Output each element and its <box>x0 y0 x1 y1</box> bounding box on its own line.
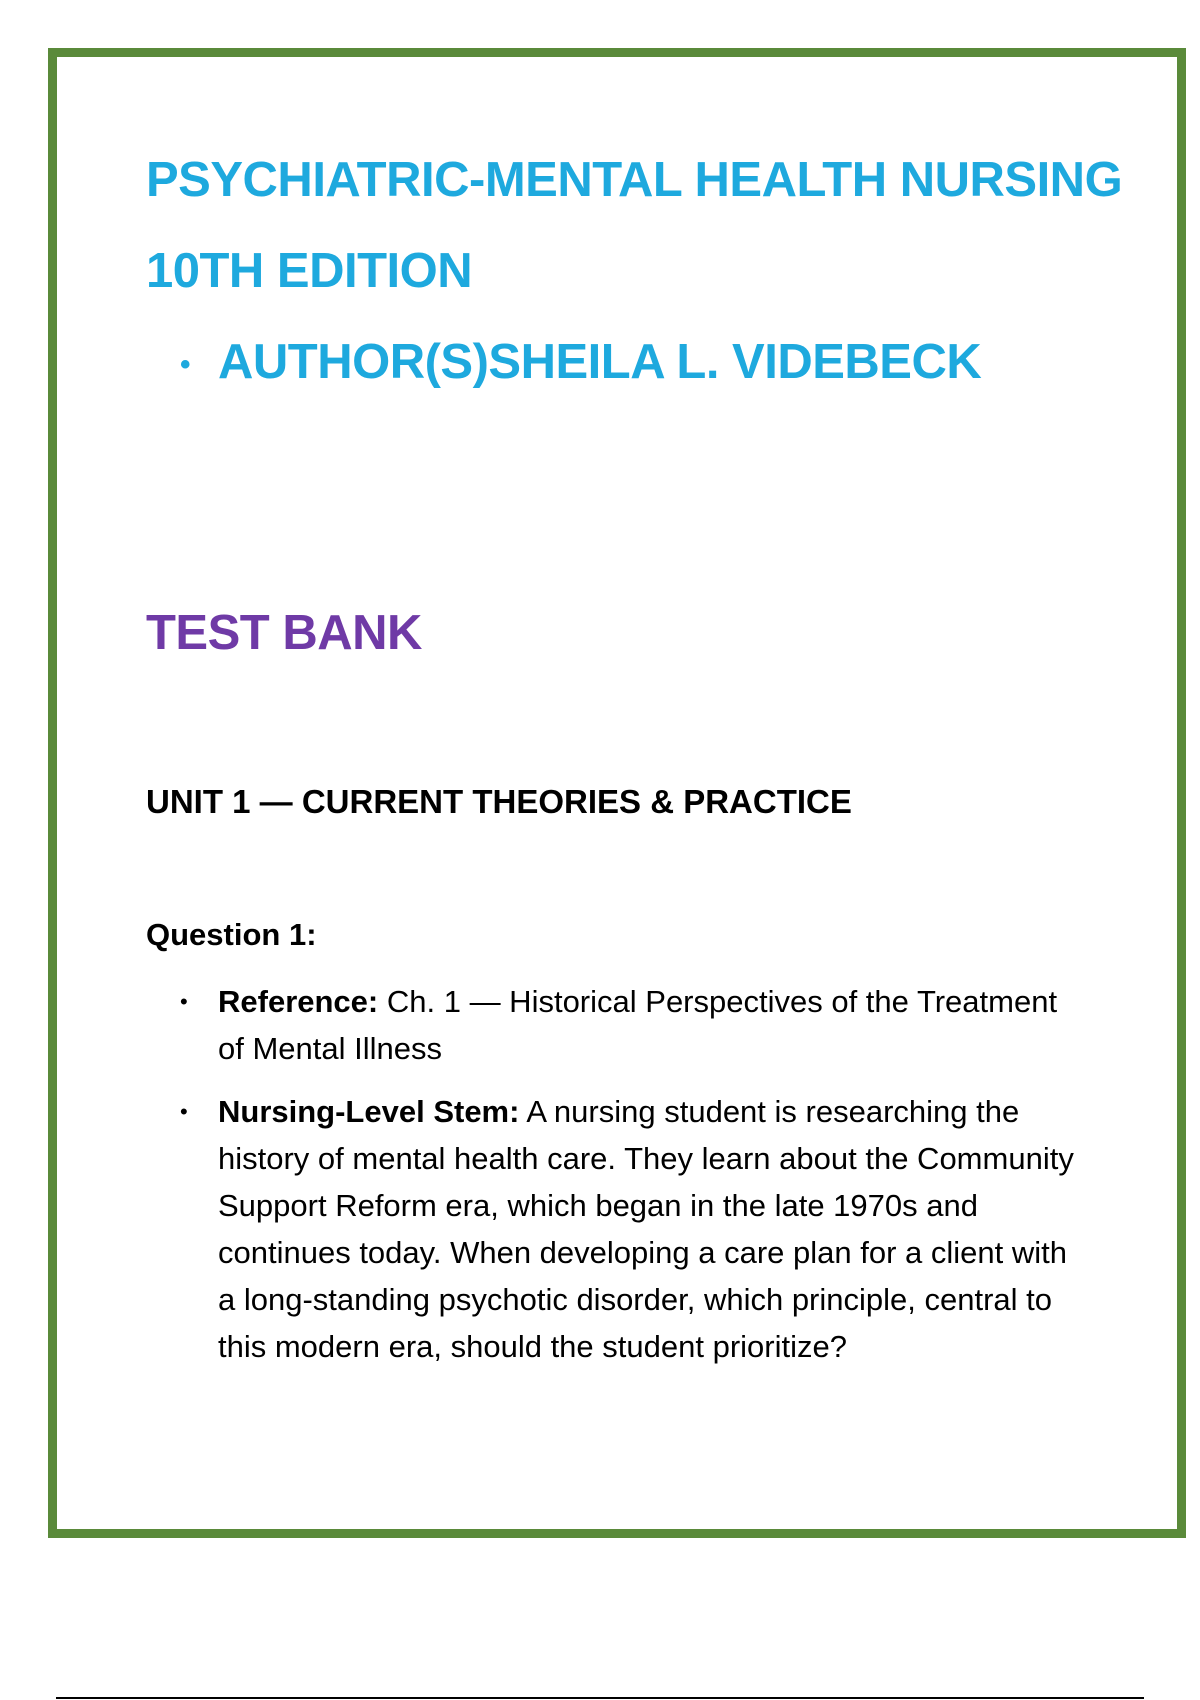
author-text: AUTHOR(S)SHEILA L. VIDEBECK <box>218 335 982 389</box>
footer-divider <box>56 1697 1144 1699</box>
bullet-icon: • <box>180 1099 188 1124</box>
stem-text: A nursing student is researching the history of mental health care. They learn about the Community Support Reform era, which began in the late 1970s and continues today. When developing a care plan for a client with a long-standing psychotic disorder, which principle, central to this modern era, should the student prioritize? <box>218 1094 1074 1364</box>
question-heading: Question 1: <box>146 917 317 952</box>
stem-label: Nursing-Level Stem: <box>218 1094 520 1129</box>
stem-item <box>180 1088 1080 1370</box>
author-line <box>180 334 981 390</box>
book-title-line-2: 10TH EDITION <box>146 244 473 298</box>
unit-heading: UNIT 1 — CURRENT THEORIES & PRACTICE <box>146 783 852 820</box>
bullet-icon: • <box>180 348 191 382</box>
reference-item <box>180 978 1080 1072</box>
question-details-list <box>180 978 1080 1386</box>
book-title-line-1: PSYCHIATRIC-MENTAL HEALTH NURSING <box>146 153 1123 207</box>
reference-label: Reference: <box>218 984 379 1019</box>
test-bank-heading: TEST BANK <box>146 606 422 660</box>
reference-text: Ch. 1 — Historical Perspectives of the Treatment of Mental Illness <box>218 984 1058 1066</box>
bullet-icon: • <box>180 989 188 1014</box>
